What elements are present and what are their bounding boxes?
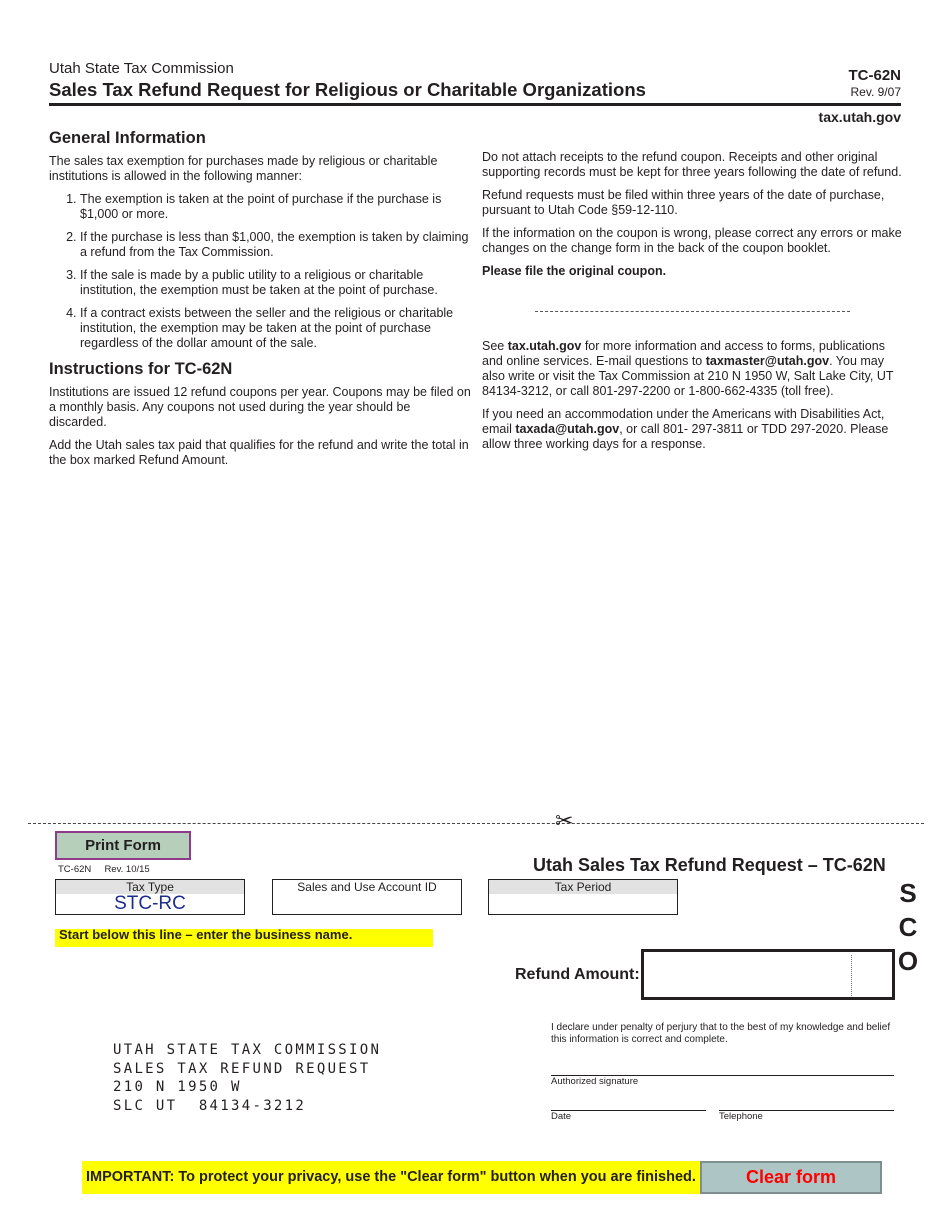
file-original-note: Please file the original coupon. [482,264,667,278]
coupon-form-id: TC-62N Rev. 10/15 [58,864,150,875]
telephone-label: Telephone [719,1111,763,1122]
address-line: UTAH STATE TAX COMMISSION [113,1042,382,1058]
website-link: tax.utah.gov [818,109,901,125]
tax-type-field[interactable] [55,879,245,915]
tax-period-label: Tax Period [489,880,677,894]
list-item: 1. The exemption is taken at the point of purchase if the purchase is $1,000 or more. [80,192,471,222]
address-line: SLC UT 84134-3212 [113,1097,307,1114]
tax-period-field[interactable] [488,879,678,915]
list-item: 4. If a contract exists between the seller and the religious or charitable institution, the exemption may be taken at the point of purchase regardless of the dollar amount of the sale. [80,306,471,351]
instructions-p2: Add the Utah sales tax paid that qualifies for the refund and write the total in the box marked Refund Amount. [49,438,469,467]
sco-marker: S C O [897,878,919,976]
coupon-title: Utah Sales Tax Refund Request – TC-62N [533,855,886,875]
contact-email: taxmaster@utah.gov [705,354,830,368]
account-id-field[interactable] [272,879,462,915]
right-column [482,150,902,460]
contact-paragraph: See tax.utah.gov for more information and access to forms, publications and online services. E-mail questions to taxmaster@utah.gov. You may also write or visit the Tax Commission at 210 N 1950 W, Salt Lake City, UT 84134-3212, or call 801-297-2200 or 1-800-662-4335 (toll free). [482,339,894,398]
header-rule [49,103,901,106]
receipts-paragraph: Do not attach receipts to the refund coupon. Receipts and other original supporting records must be kept for three years following the date of refund. [482,150,902,179]
cents-divider [851,955,852,996]
privacy-notice: IMPORTANT: To protect your privacy, use the "Clear form" button when you are finished. [82,1161,700,1194]
scissors-icon: ✂ [555,808,574,833]
address-line: 210 N 1950 W [113,1079,242,1095]
date-label: Date [551,1111,572,1122]
refund-amount-input[interactable] [641,949,895,1000]
signature-label: Authorized signature [551,1076,639,1087]
corrections-paragraph: If the information on the coupon is wrong, please correct any errors or make changes on the change form in the back of the coupon booklet. [482,226,902,255]
list-item: 2. If the purchase is less than $1,000, the exemption is taken by claiming a refund from the Tax Commission. [80,230,471,260]
address-line: SALES TAX REFUND REQUEST [113,1060,371,1077]
tax-type-label: Tax Type [56,880,244,894]
contact-website: tax.utah.gov [507,339,582,353]
mailing-address [113,1041,381,1115]
form-title: Sales Tax Refund Request for Religious or Charitable Organizations [49,79,646,100]
date-line[interactable] [551,1110,706,1111]
deadline-paragraph: Refund requests must be filed within three years of the date of purchase, pursuant to Utah Code §59-12-110. [482,188,885,217]
tax-type-value[interactable]: STC-RC [114,893,186,914]
section-divider [535,311,850,312]
general-heading: General Information [49,129,206,147]
refund-amount-label: Refund Amount: [515,966,640,983]
instructions-heading: Instructions for TC-62N [49,360,233,378]
instructions-p1: Institutions are issued 12 refund coupons per year. Coupons may be filed on a monthly basis. Any coupons not used during the year should be discarded. [49,385,471,429]
general-intro: The sales tax exemption for purchases made by religious or charitable institutions is allowed in the following manner: [49,154,438,183]
left-column [49,128,471,476]
declaration-text: I declare under penalty of perjury that to the best of my knowledge and belief this information is correct and complete. [551,1022,891,1045]
clear-form-button[interactable]: Clear form [700,1161,882,1194]
form-revision: Rev. 9/07 [850,85,901,99]
form-number: TC-62N [848,67,901,84]
agency-name: Utah State Tax Commission [49,60,234,77]
ada-email: taxada@utah.gov [515,422,620,436]
ada-paragraph: If you need an accommodation under the Americans with Disabilities Act, email taxada@utah.gov, or call 801- 297-3811 or TDD 297-2020. Please allow three working days for a response. [482,407,889,451]
print-form-button[interactable]: Print Form [55,831,191,860]
general-list [49,192,471,351]
business-name-note: Start below this line – enter the business name. [55,929,433,947]
account-id-label: Sales and Use Account ID [297,880,437,894]
cut-line [28,823,924,824]
list-item: 3. If the sale is made by a public utility to a religious or charitable institution, the exemption must be taken at the point of purchase. [80,268,471,298]
